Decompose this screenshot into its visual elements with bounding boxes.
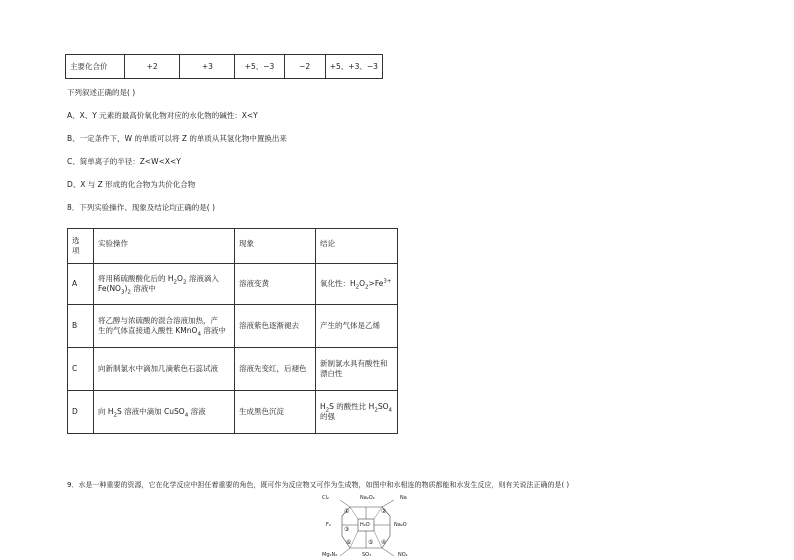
row-phenomenon: 溶液变黄 [235, 264, 316, 305]
diagram-center-label: H₂O [360, 522, 370, 528]
table-row [66, 55, 383, 79]
row-phenomenon: 生成黑色沉淀 [235, 391, 316, 434]
node-so3: SO₃ [362, 552, 372, 558]
row-operation: 向 $H_2S$ 溶液中滴加 CuSO$_4$ 溶液 [94, 391, 235, 434]
row-phenomenon: 溶液先变红，后褪色 [235, 348, 316, 391]
row-operation: 将用稀硫酸酸化后的 $H_2O_2$ 溶液滴入 $Fe(NO_3)_2$ 溶液中 [94, 264, 235, 305]
row-option: D [68, 391, 94, 434]
node-mg3n2: Mg₃N₂ [322, 552, 338, 558]
row-option: A [68, 264, 94, 305]
valence-cell: −2 [284, 55, 325, 79]
table-row [68, 305, 398, 348]
row-option: B [68, 305, 94, 348]
node-na: Na [400, 495, 407, 501]
row-operation: 向新制氯水中滴加几滴紫色石蕊试液 [94, 348, 235, 391]
diagram-number: ⑥ [346, 539, 352, 546]
option-b: B、一定条件下，W 的单质可以将 Z 的单质从其氢化物中置换出来 [67, 134, 287, 143]
valence-cell: +2 [125, 55, 180, 79]
node-f2: F₂ [326, 522, 331, 528]
row-phenomenon: 溶液紫色逐渐褪去 [235, 305, 316, 348]
option-a: A、X、Y 元素的最高价氧化物对应的水化物的碱性：X<Y [67, 111, 258, 120]
valence-cell: +5、−3 [235, 55, 284, 79]
row-operation: 将乙醇与浓硫酸的混合溶液加热，产 生的气体直接通入酸性 KMnO$_4$ 溶液中 [94, 305, 235, 348]
diagram-number: ③ [344, 526, 350, 533]
valence-label: 主要化合价 [66, 55, 125, 79]
row-conclusion: 新制氯水具有酸性和 漂白性 [316, 348, 398, 391]
diagram-number: ⑤ [368, 539, 374, 546]
header-option-text: 选项 [72, 236, 80, 255]
table-row [68, 264, 398, 305]
diagram-number: ④ [381, 539, 387, 546]
header-operation: 实验操作 [94, 229, 235, 264]
header-option [68, 229, 94, 264]
question-stem: 8．下列实验操作、现象及结论均正确的是( ) [67, 203, 216, 212]
option-d: D、X 与 Z 形成的化合物为共价化合物 [67, 180, 196, 189]
row-conclusion: 氧化性：$H_2O_2>Fe^{3+}$ [316, 264, 398, 305]
node-cl2: Cl₂ [322, 495, 329, 501]
diagram-number: ② [381, 508, 387, 515]
node-no2: NO₂ [398, 552, 408, 558]
node-na2o2: Na₂O₂ [360, 495, 375, 501]
table-header-row [68, 229, 398, 264]
valence-cell: +5、+3、−3 [325, 55, 382, 79]
header-conclusion: 结论 [316, 229, 398, 264]
water-reaction-diagram [310, 492, 420, 560]
row-conclusion: $H_2S$ 的酸性比 $H_2SO_4$ 的强 [316, 391, 398, 434]
experiment-table [67, 228, 398, 434]
row-option: C [68, 348, 94, 391]
option-c: C、简单离子的半径：Z<W<X<Y [67, 157, 181, 166]
table-row [68, 391, 398, 434]
question-stem: 9．水是一种重要的资源，它在化学反应中担任着重要的角色，既可作为反应物又可作为生成物，如图中和水相连的物质都能和水发生反应，则有关说法正确的是( ) [67, 481, 570, 489]
valence-cell: +3 [180, 55, 235, 79]
row-conclusion: 产生的气体是乙烯 [316, 305, 398, 348]
question-stem: 下列叙述正确的是( ) [67, 88, 136, 97]
diagram-number: ① [344, 508, 350, 515]
header-phenomenon: 现象 [235, 229, 316, 264]
table-row [68, 348, 398, 391]
valence-table [65, 54, 383, 79]
node-na2o: Na₂O [394, 522, 407, 528]
